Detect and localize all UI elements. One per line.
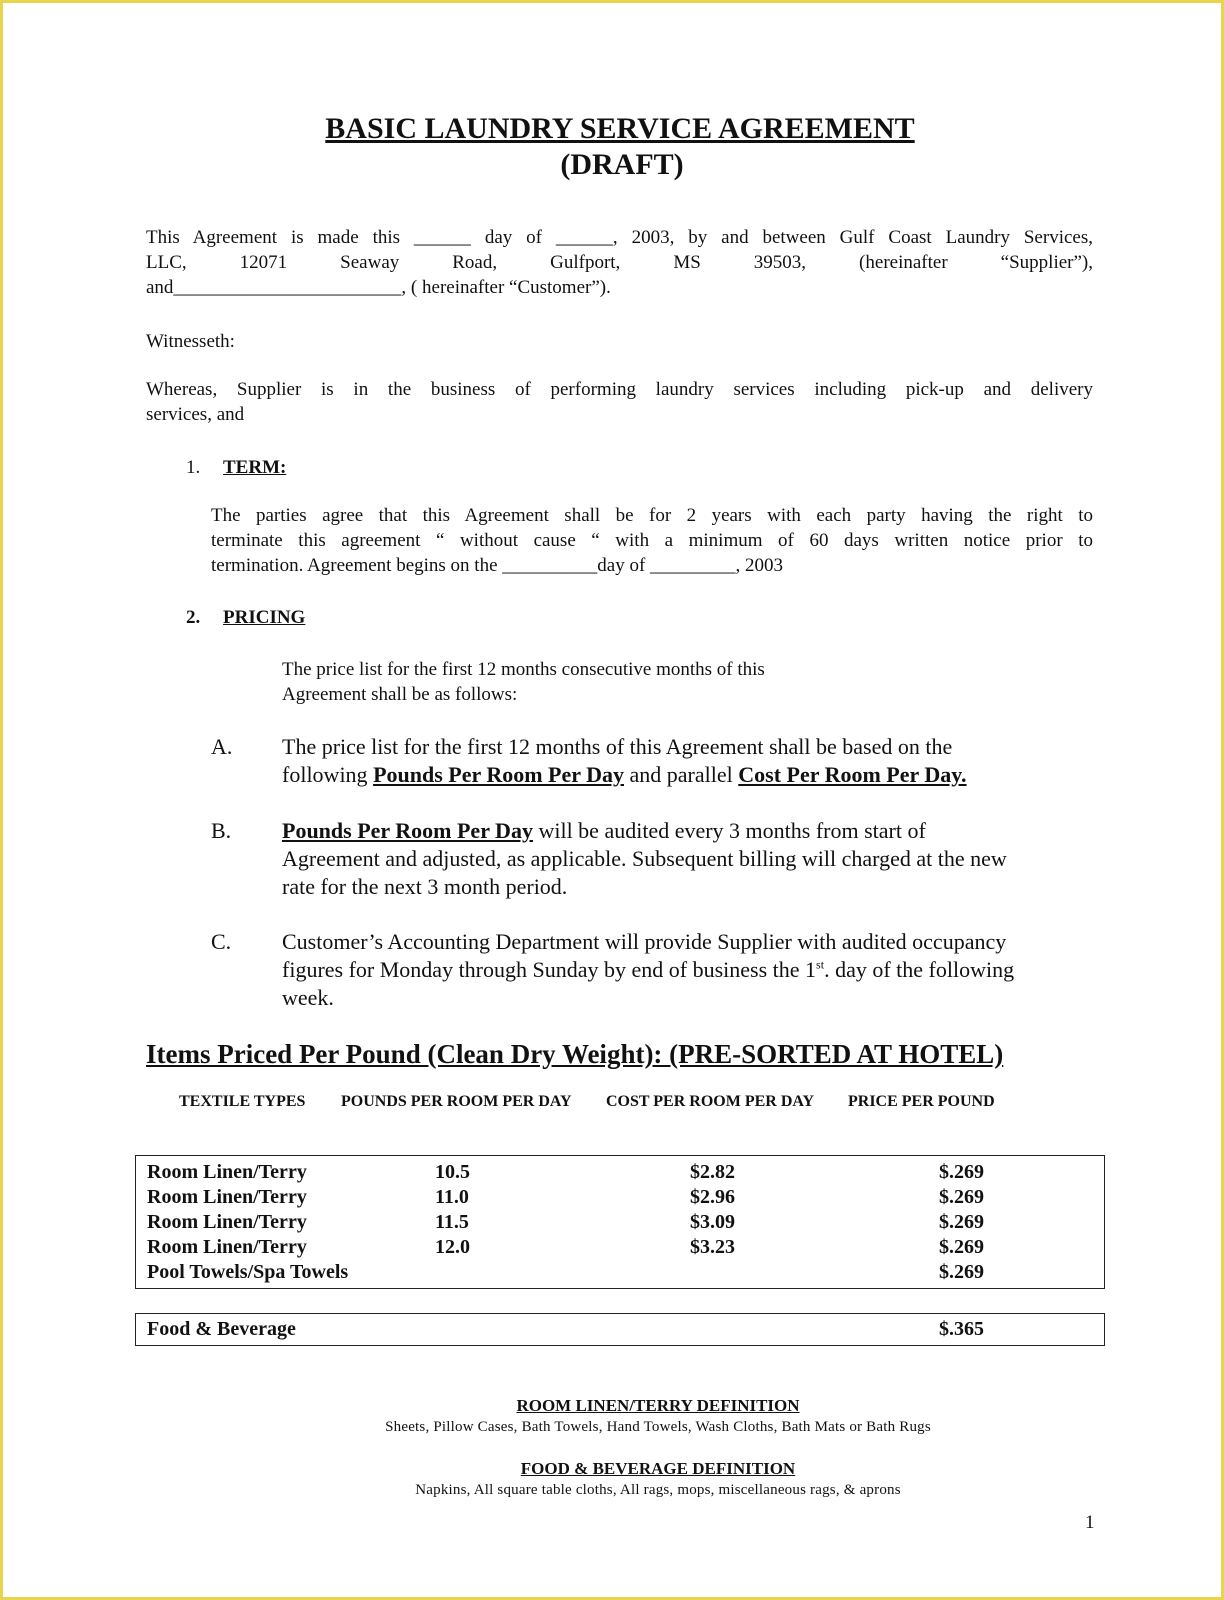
food-beverage-definition-text: Napkins, All square table cloths, All rags, mops, miscellaneous rags, & aprons	[415, 1482, 901, 1498]
row-1-cost: $2.82	[690, 1161, 735, 1183]
row-4-cost: $3.23	[690, 1236, 735, 1258]
row-3-price: $.269	[939, 1211, 984, 1233]
item-b-line-2: Agreement and adjusted, as applicable. Subsequent billing will charged at the new	[282, 846, 1007, 871]
whereas-line-2: services, and	[146, 404, 245, 425]
food-beverage-definition-title: FOOD & BEVERAGE DEFINITION	[520, 1459, 796, 1478]
row-3-pounds: 11.5	[435, 1211, 469, 1233]
term-line-1: The parties agree that this Agreement shall be for 2 years with each party having the right to	[211, 505, 1093, 526]
room-linen-definition-text: Sheets, Pillow Cases, Bath Towels, Hand Towels, Wash Cloths, Bath Mats or Bath Rugs	[385, 1419, 931, 1435]
room-linen-definition-title: ROOM LINEN/TERRY DEFINITION	[516, 1396, 800, 1415]
item-a-pre: following	[282, 762, 374, 787]
row-2-cost: $2.96	[690, 1186, 735, 1208]
item-c-line-2	[282, 956, 1082, 984]
row-2-type: Room Linen/Terry	[147, 1186, 307, 1208]
row-3-type: Room Linen/Terry	[147, 1211, 307, 1233]
whereas-line-1: Whereas, Supplier is in the business of performing laundry services including pick-up and delivery	[146, 379, 1093, 400]
col-cost-per-room: COST PER ROOM PER DAY	[606, 1093, 815, 1110]
item-a-mid: and parallel	[624, 762, 739, 787]
term-heading: TERM:	[223, 457, 287, 478]
item-c-sup: st	[816, 957, 825, 972]
pricing-intro-line-2: Agreement shall be as follows:	[282, 684, 518, 705]
food-row-price: $.365	[939, 1318, 984, 1340]
page-number: 1	[1085, 1512, 1095, 1533]
item-a-label: A.	[211, 734, 233, 759]
row-4-price: $.269	[939, 1236, 984, 1258]
row-1-pounds: 10.5	[435, 1161, 470, 1183]
row-3-cost: $3.09	[690, 1211, 735, 1233]
item-a-line-2	[282, 761, 1082, 789]
intro-line-1: This Agreement is made this ______ day of ______, 2003, by and between Gulf Coast Laundry Services,	[146, 227, 1093, 248]
pricing-number: 2.	[186, 607, 201, 628]
items-heading: Items Priced Per Pound (Clean Dry Weight): (PRE-SORTED AT HOTEL)	[146, 1039, 1004, 1069]
item-c-post: . day of the following	[824, 957, 1015, 982]
term-line-2: terminate this agreement “ without cause “ with a minimum of 60 days written notice prior to	[211, 530, 1093, 551]
item-c-line-1: Customer’s Accounting Department will provide Supplier with audited occupancy	[282, 929, 1007, 954]
term-line-3: termination. Agreement begins on the __________day of _________, 2003	[211, 555, 784, 576]
item-c-pre: figures for Monday through Sunday by end of business the 1	[282, 957, 817, 982]
whereas-paragraph	[146, 377, 1093, 427]
item-a-line-1: The price list for the first 12 months of this Agreement shall be based on the	[282, 734, 953, 759]
pricing-intro-line-1: The price list for the first 12 months consecutive months of this	[282, 659, 765, 680]
col-price-per-pound: PRICE PER POUND	[848, 1093, 995, 1110]
intro-line-3: and________________________, ( hereinafter “Customer”).	[146, 277, 611, 298]
item-b-line-3: rate for the next 3 month period.	[282, 874, 568, 899]
title-line-1: BASIC LAUNDRY SERVICE AGREEMENT	[325, 112, 915, 145]
row-2-price: $.269	[939, 1186, 984, 1208]
col-pounds-per-room: POUNDS PER ROOM PER DAY	[341, 1093, 572, 1110]
col-textile-types: TEXTILE TYPES	[179, 1093, 306, 1110]
intro-line-2: LLC, 12071 Seaway Road, Gulfport, MS 39503, (hereinafter “Supplier”),	[146, 252, 1093, 273]
pricing-intro	[282, 657, 982, 707]
term-number: 1.	[186, 457, 201, 478]
item-a-bold-2: Cost Per Room Per Day.	[738, 762, 967, 787]
item-c-text	[282, 928, 1082, 1012]
row-1-price: $.269	[939, 1161, 984, 1183]
item-c-label: C.	[211, 929, 232, 954]
item-b-line-1	[282, 817, 1082, 845]
row-4-type: Room Linen/Terry	[147, 1236, 307, 1258]
item-b-bold: Pounds Per Room Per Day	[282, 818, 533, 843]
document-title	[3, 111, 1224, 183]
row-5-type: Pool Towels/Spa Towels	[147, 1261, 349, 1283]
witnesseth: Witnesseth:	[146, 331, 235, 352]
item-b-text	[282, 817, 1082, 901]
row-2-pounds: 11.0	[435, 1186, 469, 1208]
item-c-line-3: week.	[282, 985, 334, 1010]
item-b-label: B.	[211, 818, 232, 843]
item-b-rest: will be audited every 3 months from start of	[532, 818, 926, 843]
item-a-bold-1: Pounds Per Room Per Day	[373, 762, 625, 787]
item-a-text	[282, 733, 1082, 789]
row-4-pounds: 12.0	[435, 1236, 470, 1258]
row-5-price: $.269	[939, 1261, 984, 1283]
food-row-type: Food & Beverage	[147, 1318, 296, 1340]
intro-paragraph	[146, 225, 1093, 300]
row-1-type: Room Linen/Terry	[147, 1161, 307, 1183]
pricing-heading: PRICING	[223, 607, 306, 628]
title-line-2: (DRAFT)	[560, 148, 684, 181]
term-paragraph	[211, 503, 1093, 578]
